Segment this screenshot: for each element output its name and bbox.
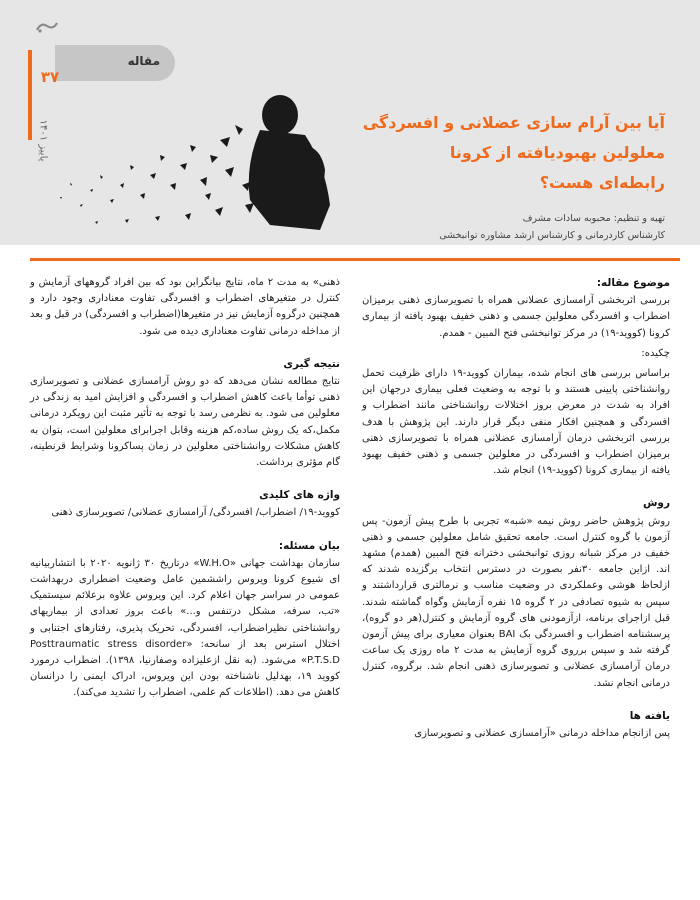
abstract-text: براساس بررسی های انجام شده، بیماران کووید-۱۹ دارای ظرفیت تحمل روانشناختی پایینی هستند و با توجه به وضعیت فعلی بیماری درجهان این افراد به شدت در معرض بروز اختلالات روانشناختی مانند اضطراب و افسردگی و همچنین افکار منفی دیگر قرار دارند. این پژوهش با هدف بررسی اثربخشی درمان آرامسازی عضلانی همراه با تصویرسازی ذهنی برمیزان اضطراب و افسردگی در معلولین جسمی و ذهنی خفیف بهبود یافته از بیماری کرونا (کووید-۱۹) انجام شد. [362,368,671,477]
byline [345,210,665,244]
method-heading: روش [642,497,670,510]
issue-date: پاییز ۱۴۰۱ [37,119,49,162]
page-number: ۳۷ [40,68,60,86]
conclusion-heading: نتیجه گیری [283,357,340,370]
disintegrating-figure-illustration [20,85,350,240]
topic-text: بررسی اثربخشی آرامسازی عضلانی همراه با تصویرسازی ذهنی برمیزان اضطراب و افسردگی معلولین جسمی و ذهنی خفیف بهبود یافته از بیماری کرونا (کووید-۱۹) در مرکز توانبخشی فتح المبین - همدم. [362,295,670,339]
findings-text: پس ازانجام مداخله درمانی «آرامسازی عضلانی و تصویرسازی [414,728,670,740]
article-title [345,108,665,198]
left-column [30,275,340,706]
keywords-text: کووید-۱۹/ اضطراب/ افسردگی/ آرامسازی عضلانی/ تصویرسازی ذهنی [51,507,340,519]
byline-author: تهیه و تنظیم: محبوبه سادات مشرف [522,213,665,224]
magazine-logo-icon [35,20,59,34]
abstract-label: چکیده: [641,347,670,359]
title-line: آیا بین آرام سازی عضلانی و افسردگی [362,113,665,132]
byline-credentials: کارشناس کاردرمانی و کارشناس ارشد مشاوره توانبخشی [439,230,665,241]
method-text: روش پژوهش حاضر روش نیمه «شبه» تجربی با طرح پیش آزمون- پس آزمون با گروه کنترل است. جامعه تحقیق شامل معلولین جسمی و ذهنی خفیف در مرکز شبانه روزی توانبخشی دخترانه فتح المبین (همدم) مشهد اند. ازاین جامعه ۳۰نفر بصورت در دسترس انتخاب برگزیده شدند که ازلحاظ هوشی وعملکردی در وضعیت مناسب و نرمالتری قرارداشتند و سپس به شیوه تصادفی در ۲ گروه ۱۵ نفره آزمایش وگواه گماشته شدند. قبل ازاجرای برنامه، ازآزمودنی های گروه آزمایش و کنترل(هر دو گروه)، پرسشنامه اضطراب و افسردگی بک BAI بعنوان معیاری برای پیش آزمون گرفته شد و سپس برروی گروه آزمایش به مدت ۲ ماه روزی یک ساعت درمان آرامسازی عضلانی و تصویرسازی ذهنی انجام شد. برگروه، کنترل درمانی انجام نشد. [362,515,670,689]
findings-heading: یافته ها [629,709,670,722]
header-divider [30,258,680,261]
conclusion-text: نتایج مطالعه نشان می‌دهد که دو روش آرامسازی عضلانی و تصویرسازی ذهنی توأما باعث کاهش اضطراب و افسردگی و افزایش امید به زندگی در معلولین می شود. به نظرمی رسد با توجه به تأثیر مثبت این رویکرد درمانی مکمل،که یک روش ساده،کم هزینه وقابل اجرابرای معلولین است، بتوان به کاهش مشکلات روانشناختی معلولین در زمان پساکرونا وشرایط قرنطینه، گام مؤثری برداشت. [30,376,340,469]
problem-heading: بیان مسئله: [278,539,340,552]
title-line: رابطه‌ای هست؟ [539,173,665,192]
problem-text: سازمان بهداشت جهانی «W.H.O» درتاریخ ۳۰ ژانویه ۲۰۲۰ با انتشاربیانیه ای شیوع کرونا ویروس راششمین عامل وضعیت اضطراری دربهداشت عمومی در سراسر جهان اعلام کرد. این ویروس علاوه برعلائم سیستمیک «تب، سرفه، مشکل درتنفس و...» باعث بروز تعدادی از بیماریهای روانشناختی نظیراضطراب، افسردگی، تحریک پذیری، رفتارهای اجتنابی و اختلال استرس بعد از سانحه: «Posttraumatic stress disorder P.T.S.D» می‌شود. (به نقل ازعلیزاده وصفارنیا، ۱۳۹۸). اضطراب درمورد کووید ۱۹، بهدلیل ناشناخته بودن این ویروس، ادراک ایمنی را درانسان کاهش می دهد. (اطلاعات کم علمی، اضطراب را تشدید می‌کند). [30,557,341,699]
keywords-heading: واژه های کلیدی [259,489,340,502]
section-label: مقاله [127,54,160,68]
right-column [362,275,670,746]
continuation-text: ذهنی» به مدت ۲ ماه، نتایج بیانگراین بود که بین افراد گروههای آزمایش و کنترل در متغیرهای اضطراب و افسردگی تفاوت معناداری وجود دارد و همچنین درگروه آزمایش نیز در متغیرها(اضطراب و افسردگی) در قبل و بعد از مداخله درمانی تفاوت معناداری دیده می شود. [30,277,340,337]
topic-heading: موضوع مقاله: [596,277,670,289]
title-line: معلولین بهبودیافته از کرونا [449,143,665,162]
